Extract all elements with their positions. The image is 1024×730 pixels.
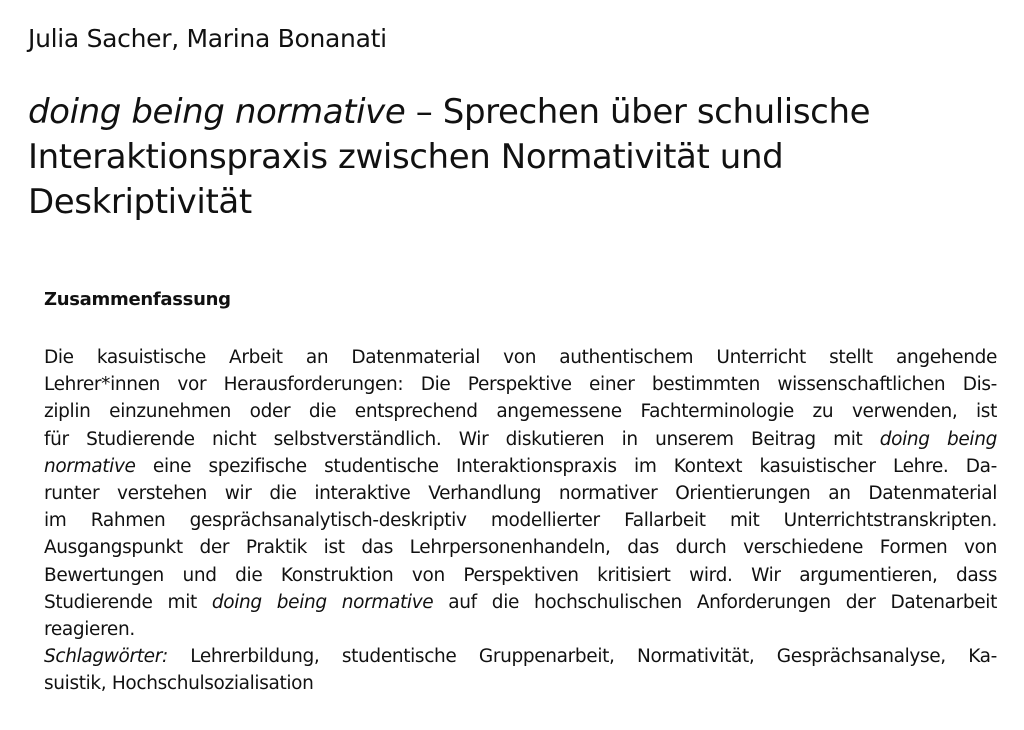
abstract-line: runter verstehen wir die interaktive Verhandlung normativer Orientierungen an Datenmaterial bbox=[44, 483, 997, 505]
abstract-line: Ausgangspunkt der Praktik ist das Lehrpersonenhandeln, das durch verschiedene Formen von bbox=[44, 537, 997, 559]
keywords-line: suistik, Hochschulsozialisation bbox=[44, 673, 314, 695]
paper-title bbox=[28, 90, 988, 225]
keywords-text: Lehrerbildung, studentische Gruppenarbeit, Normativität, Gesprächsanalyse, Ka- bbox=[167, 646, 997, 668]
abstract-text: auf die hochschulischen Anforderungen der Datenarbeit bbox=[433, 591, 997, 613]
authors: Julia Sacher, Marina Bonanati bbox=[28, 24, 387, 53]
abstract-text: für Studierende nicht selbstverständlich. Wir diskutieren in unserem Beitrag mit bbox=[44, 428, 880, 450]
abstract-line: reagieren. bbox=[44, 619, 135, 641]
abstract-heading: Zusammenfassung bbox=[44, 289, 231, 310]
abstract-line: Die kasuistische Arbeit an Datenmaterial von authentischem Unterricht stellt angehende bbox=[44, 347, 997, 368]
keywords-line bbox=[44, 643, 997, 670]
abstract-line: Lehrer*innen vor Herausforderungen: Die Perspektive einer bestimmten wissenschaftlichen Dis- bbox=[44, 374, 997, 396]
abstract-line: ziplin einzunehmen oder die entsprechend angemessene Fachterminologie zu verwenden, ist bbox=[44, 401, 997, 423]
abstract-line bbox=[44, 453, 997, 480]
title-italic: doing being normative bbox=[28, 92, 406, 132]
title-line-2: Interaktionspraxis zwischen Normativität und bbox=[28, 137, 784, 177]
title-line-1-rest: – Sprechen über schulische bbox=[405, 92, 871, 132]
title-line-3: Deskriptivität bbox=[28, 182, 252, 222]
abstract-italic: doing being bbox=[879, 428, 997, 450]
abstract-line: im Rahmen gesprächsanalytisch-deskriptiv modellierter Fallarbeit mit Unterrichtstranskripten. bbox=[44, 510, 997, 532]
abstract-italic: normative bbox=[44, 455, 136, 477]
abstract-line bbox=[44, 589, 997, 616]
abstract-text: Studierende mit bbox=[44, 591, 212, 613]
abstract-body bbox=[44, 344, 997, 698]
keywords-label: Schlagwörter: bbox=[44, 646, 168, 668]
abstract-italic: doing being normative bbox=[211, 591, 434, 613]
title-line-1 bbox=[28, 90, 988, 135]
abstract-line: Bewertungen und die Konstruktion von Perspektiven kritisiert wird. Wir argumentieren, dass bbox=[44, 564, 997, 586]
abstract-text: eine spezifische studentische Interaktionspraxis im Kontext kasuistischer Lehre. Da- bbox=[135, 455, 997, 477]
abstract-line bbox=[44, 426, 997, 453]
